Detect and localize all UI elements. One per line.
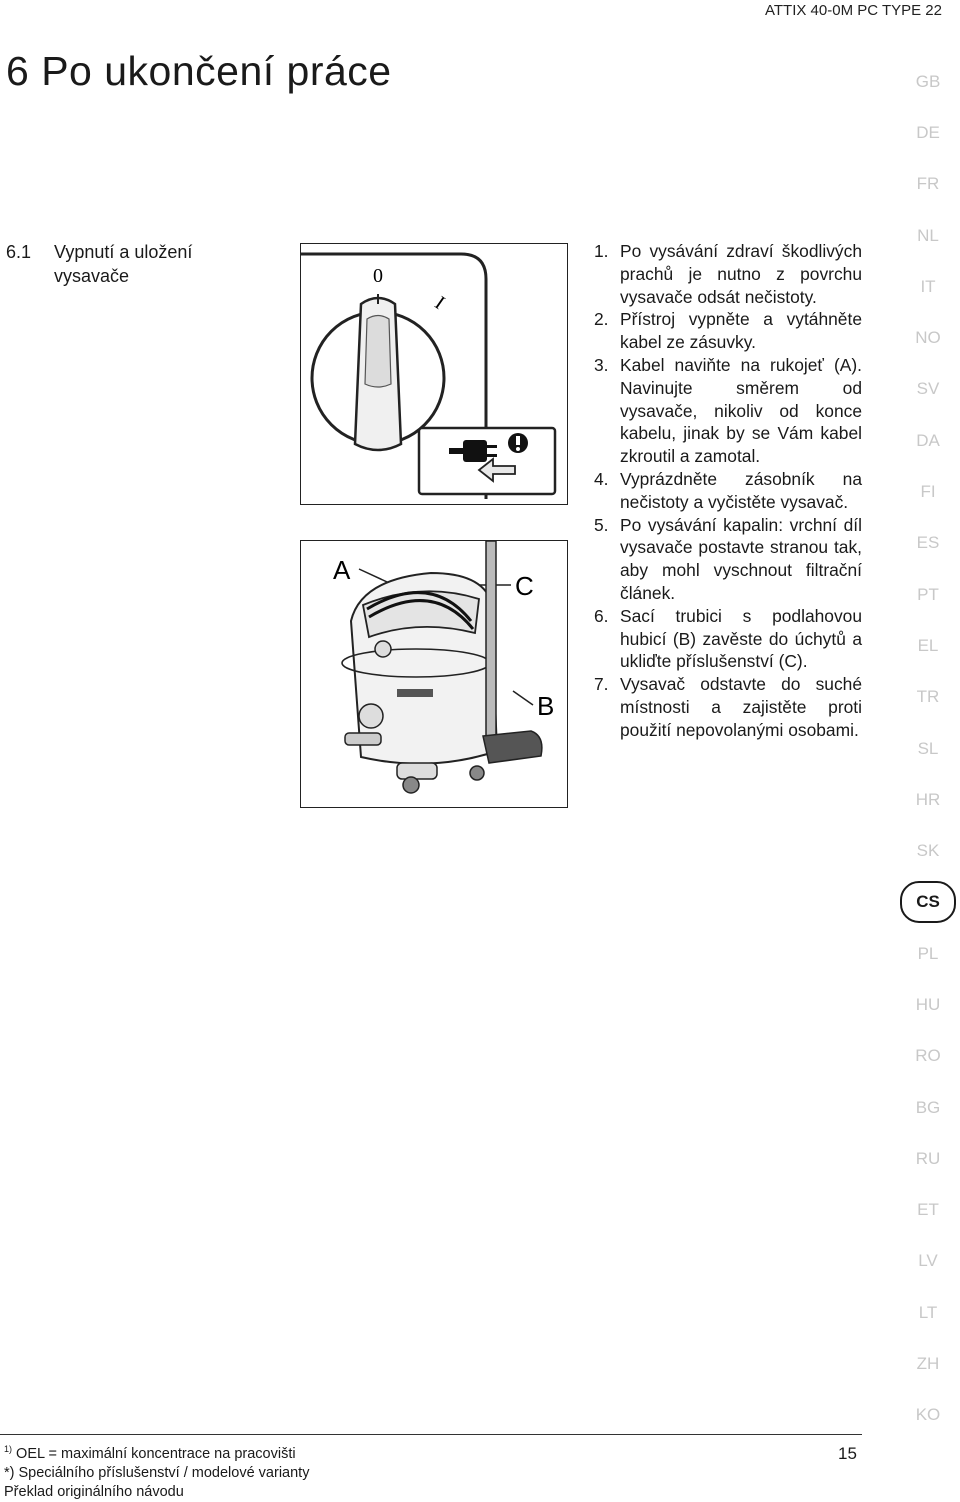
dial-label-on: I — [430, 292, 449, 314]
lang-code: TR — [916, 687, 940, 707]
lang-tab-lt[interactable] — [896, 1287, 960, 1338]
lang-tab-sk[interactable] — [896, 825, 960, 876]
dial-grip — [365, 316, 391, 388]
lang-tab-ro[interactable] — [896, 1031, 960, 1082]
lang-tab-hu[interactable] — [896, 979, 960, 1030]
lang-tab-fi[interactable] — [896, 466, 960, 517]
step-text: Vysavač odstavte do suché místnosti a zajistěte proti použití nepovolanými osobami. — [620, 674, 862, 740]
lang-tab-es[interactable] — [896, 518, 960, 569]
label-a: A — [333, 555, 351, 585]
step-text: Kabel naviňte na rukojeť (A). Navinujte směrem od vysavače, nikoliv od konce kabelu, jinak by se Vám kabel zkroutil a zamotal. — [620, 354, 862, 467]
lang-code: RO — [915, 1046, 941, 1066]
section-heading — [6, 240, 214, 288]
lang-tab-et[interactable] — [896, 1185, 960, 1236]
lang-code: PT — [917, 584, 939, 604]
lang-code: ES — [916, 533, 940, 553]
lang-code: SV — [916, 379, 940, 399]
step-item — [594, 354, 862, 468]
section-title: Vypnutí a uložení vysavače — [54, 242, 193, 286]
lang-tab-it[interactable] — [896, 261, 960, 312]
page-title: 6 Po ukončení práce — [6, 48, 392, 94]
lang-code: ZH — [916, 1354, 940, 1374]
lang-tab-nl[interactable] — [896, 210, 960, 261]
lang-code-active: CS — [900, 881, 956, 923]
step-text: Sací trubici s podlahovou hubicí (B) zavěste do úchytů a ukliďte příslušenství (C). — [620, 605, 862, 672]
step-number: 1. — [594, 241, 609, 261]
lang-tab-fr[interactable] — [896, 159, 960, 210]
page-number: 15 — [838, 1444, 857, 1463]
suction-tube — [486, 541, 496, 741]
footnote-oel-mark: 1) — [4, 1444, 13, 1454]
lang-code: DA — [916, 430, 940, 450]
switch-dial-figure — [300, 243, 568, 505]
step-item — [594, 468, 862, 514]
step-item — [594, 673, 862, 741]
lang-code: SL — [917, 738, 939, 758]
lang-code: LT — [918, 1302, 938, 1322]
step-item — [594, 605, 862, 673]
lang-code: PL — [917, 943, 939, 963]
lang-code: RU — [915, 1148, 941, 1168]
lang-code: DE — [916, 122, 940, 142]
lang-tab-lv[interactable] — [896, 1236, 960, 1287]
lang-code: HR — [915, 789, 941, 809]
instruction-steps — [594, 240, 862, 742]
language-index — [896, 56, 960, 1441]
document-reference: ATTIX 40-0M PC TYPE 22 — [764, 2, 942, 19]
lang-code: SK — [916, 841, 940, 861]
step-item — [594, 240, 862, 308]
lang-tab-no[interactable] — [896, 312, 960, 363]
lang-tab-hr[interactable] — [896, 774, 960, 825]
floor-nozzle — [483, 731, 542, 763]
lang-tab-sl[interactable] — [896, 723, 960, 774]
lang-code: KO — [915, 1405, 941, 1425]
lang-code: NO — [915, 328, 941, 348]
lang-tab-cs[interactable] — [896, 877, 960, 928]
lang-tab-bg[interactable] — [896, 1082, 960, 1133]
lang-code: HU — [915, 994, 941, 1014]
step-text: Po vysávání zdraví škodlivých prachů je nutno z povrchu vysavače odsát nečistoty. — [620, 241, 862, 307]
dial-label-off: 0 — [373, 265, 383, 287]
vacuum-body — [342, 573, 497, 793]
step-text: Po vysávání kapalin: vrchní díl vysavače postavte stranou tak, aby mohl vyschnout filtrační článek. — [620, 514, 862, 603]
step-number: 3. — [594, 354, 609, 375]
lang-tab-zh[interactable] — [896, 1338, 960, 1389]
lang-code: IT — [920, 276, 936, 296]
leader-b — [513, 691, 533, 705]
footer-divider — [0, 1434, 862, 1435]
label-c: C — [515, 571, 534, 601]
lang-code: FI — [920, 482, 936, 502]
lang-code: EL — [917, 635, 939, 655]
lang-code: BG — [915, 1097, 941, 1117]
lang-code: NL — [917, 225, 939, 245]
step-text: Vyprázdněte zásobník na nečistoty a vyčistěte vysavač. — [620, 468, 862, 512]
lang-tab-de[interactable] — [896, 107, 960, 158]
step-item — [594, 514, 862, 605]
lang-tab-ru[interactable] — [896, 1133, 960, 1184]
lang-tab-pl[interactable] — [896, 928, 960, 979]
lang-code: LV — [918, 1251, 938, 1271]
plug-pictogram-frame — [419, 428, 555, 494]
footnotes — [4, 1440, 309, 1502]
footnote-special-accessories: *) Speciálního příslušenství / modelové varianty — [4, 1464, 310, 1481]
section-number: 6.1 — [6, 242, 32, 262]
lang-code: FR — [916, 174, 940, 194]
lang-tab-da[interactable] — [896, 415, 960, 466]
step-number: 6. — [594, 605, 609, 626]
label-b: B — [537, 691, 555, 721]
lang-code: ET — [917, 1200, 939, 1220]
footnote-oel — [4, 1440, 309, 1464]
step-text: Přístroj vypněte a vytáhněte kabel ze zásuvky. — [620, 309, 862, 353]
lang-tab-tr[interactable] — [896, 672, 960, 723]
lang-tab-sv[interactable] — [896, 364, 960, 415]
footnote-translation: Překlad originálního návodu — [4, 1483, 184, 1500]
step-number: 7. — [594, 674, 609, 695]
lang-tab-el[interactable] — [896, 620, 960, 671]
step-item — [594, 308, 862, 354]
lang-code: GB — [915, 71, 941, 91]
step-number: 4. — [594, 468, 609, 489]
lang-tab-gb[interactable] — [896, 56, 960, 107]
footnote-oel-text: OEL = maximální koncentrace na pracovišti — [16, 1445, 296, 1462]
step-number: 5. — [594, 514, 609, 535]
step-number: 2. — [594, 309, 609, 330]
warning-icon — [508, 433, 528, 453]
lang-tab-ko[interactable] — [896, 1390, 960, 1441]
lang-tab-pt[interactable] — [896, 569, 960, 620]
vacuum-storage-figure — [300, 540, 568, 808]
